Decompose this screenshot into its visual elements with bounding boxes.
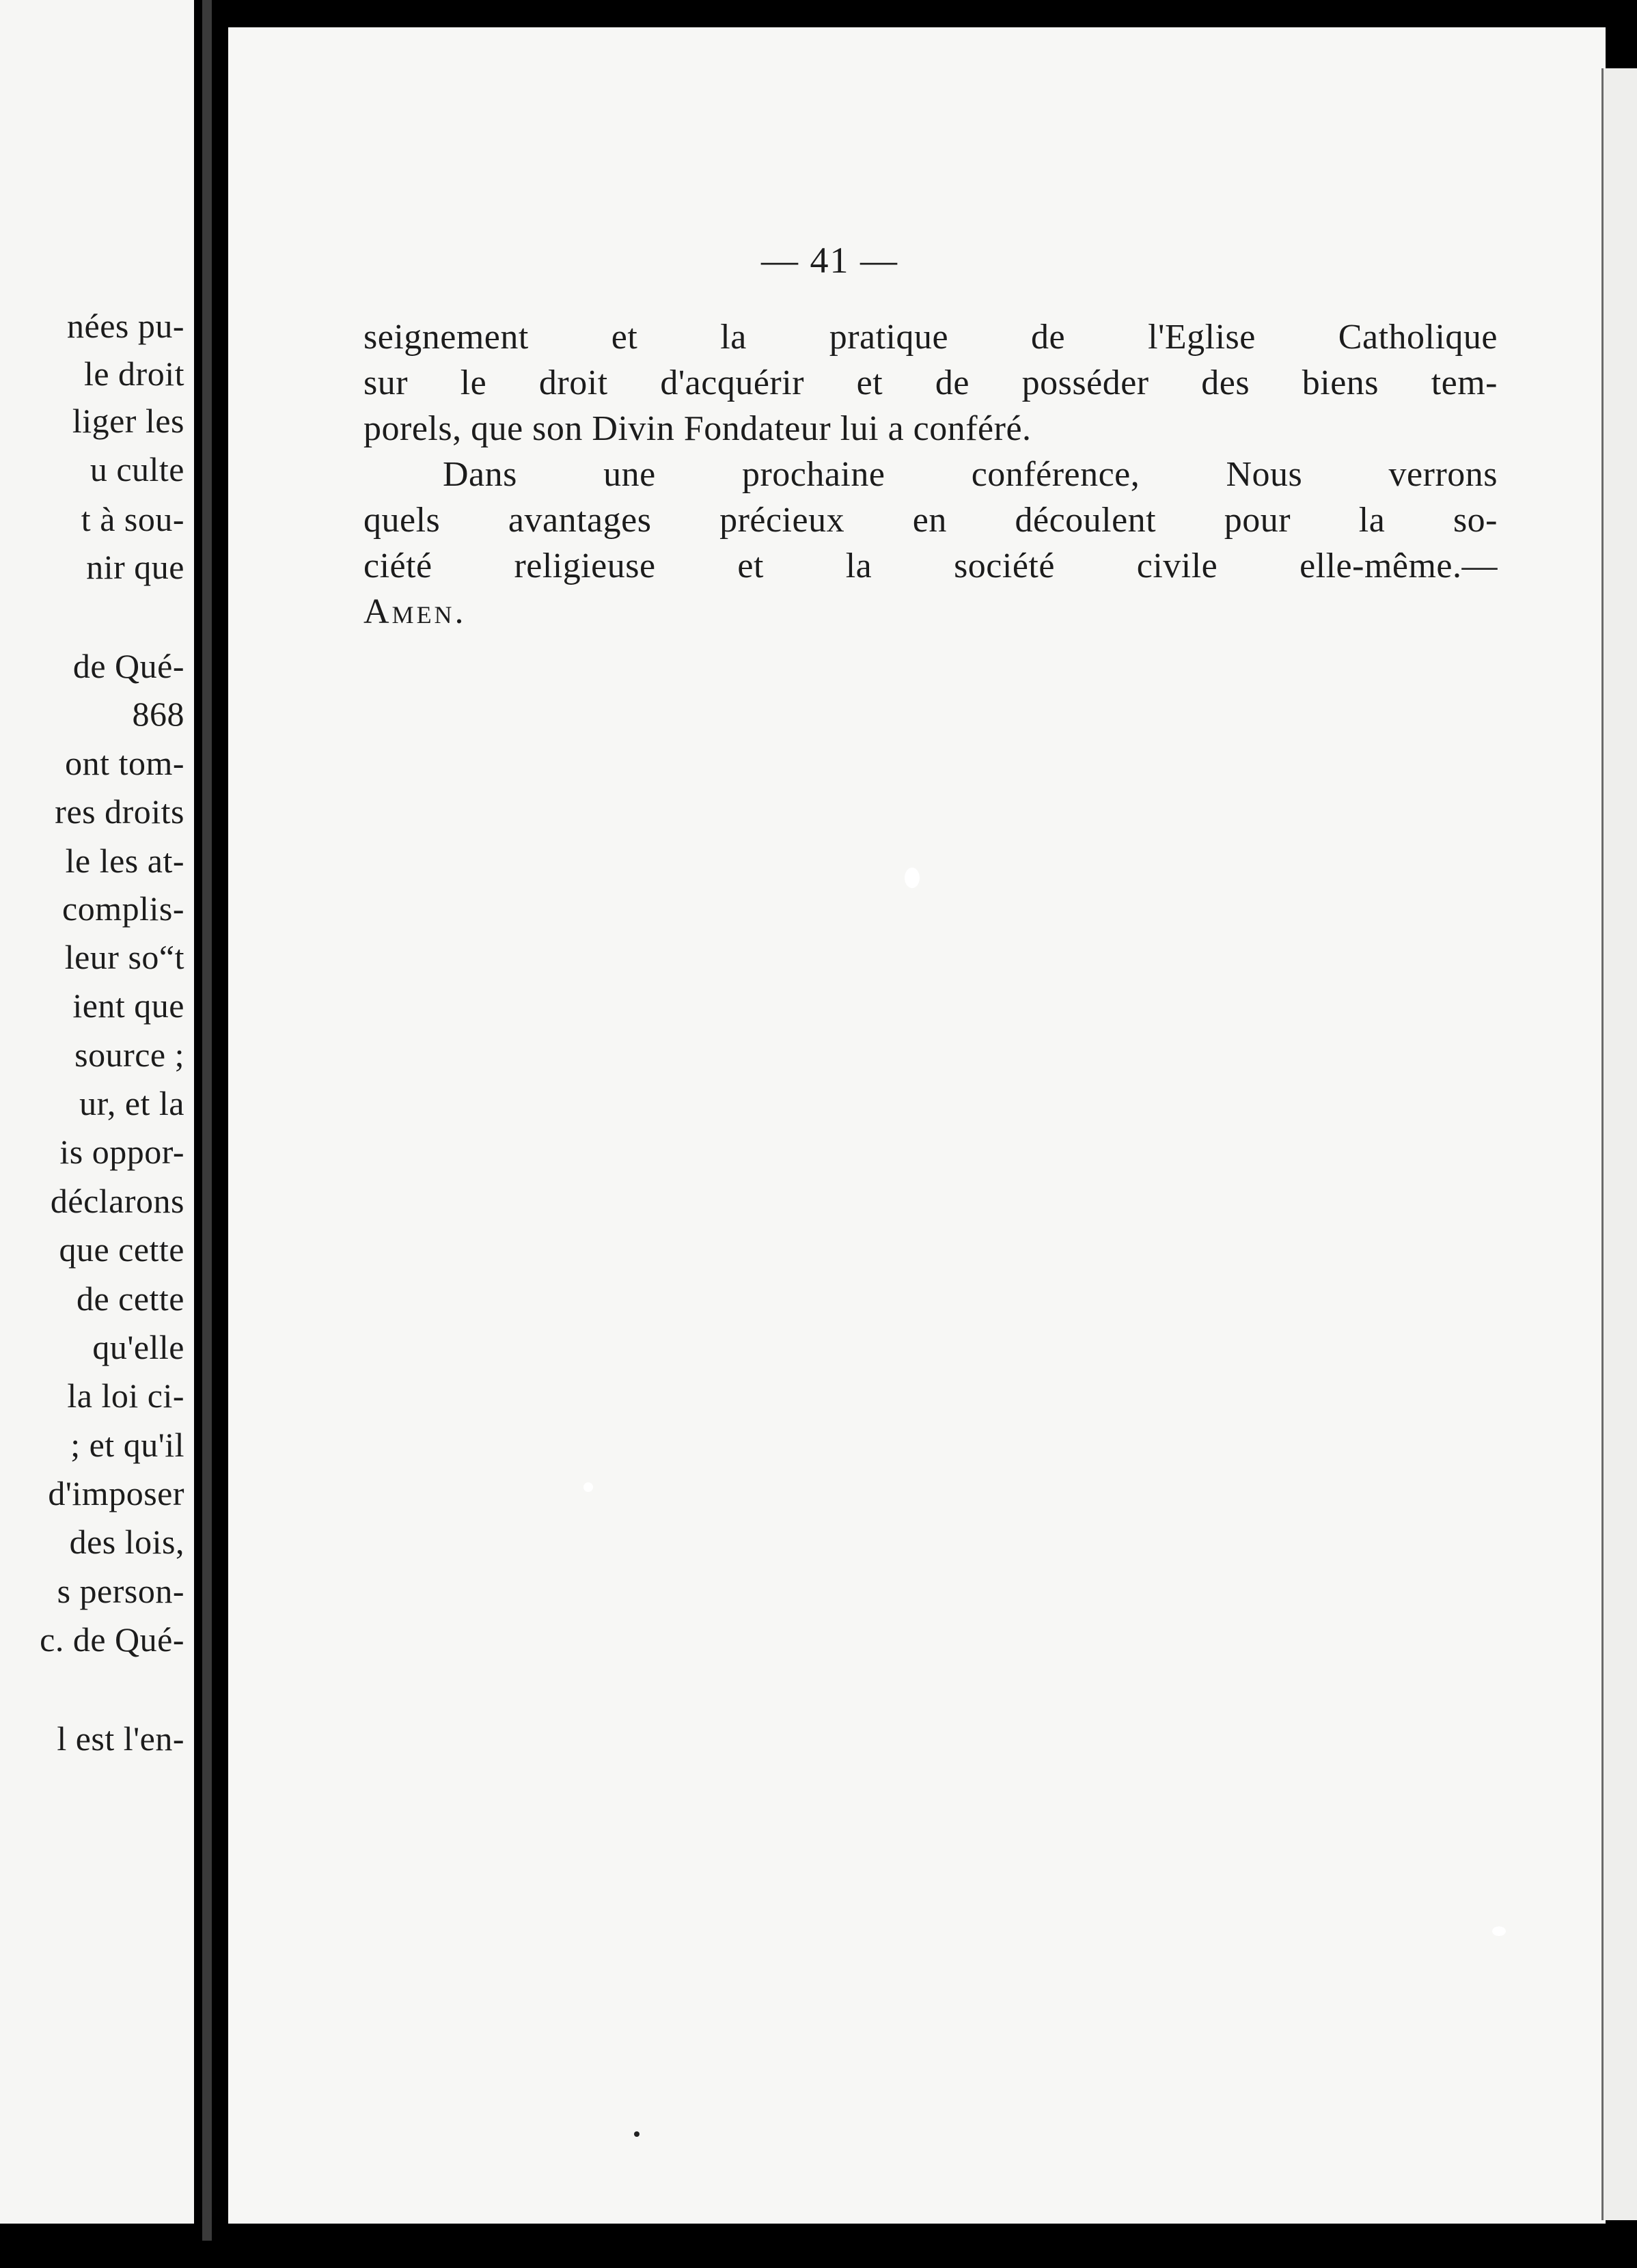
left-page-line: liger les <box>72 402 184 440</box>
left-page-line: le les at- <box>65 842 184 880</box>
page-edge <box>1601 68 1637 2220</box>
left-page-line: complis- <box>62 889 184 928</box>
left-page-line: qu'elle <box>92 1328 184 1366</box>
scan-speck <box>905 868 920 888</box>
text-line: ciété religieuse et la société civile elle-même.— <box>363 547 1498 585</box>
left-page-line: source ; <box>74 1036 184 1074</box>
page-number: — 41 — <box>761 240 898 281</box>
left-page-line: u culte <box>90 450 184 488</box>
left-page-line: is oppor- <box>59 1133 184 1171</box>
left-page-line: ur, et la <box>79 1084 184 1122</box>
left-page-line: que cette <box>59 1230 184 1269</box>
left-page-line: leur so“t <box>64 938 184 976</box>
closing-amen: Amen. <box>363 592 467 631</box>
left-page-line: de cette <box>76 1280 184 1318</box>
left-page-line: ont tom- <box>65 744 184 782</box>
left-page-line: res droits <box>55 792 184 831</box>
gutter-spine-strip <box>202 0 212 2241</box>
body-text <box>363 314 1498 635</box>
left-page-line: s person- <box>57 1572 184 1610</box>
left-page-line: 868 <box>132 695 184 733</box>
scan-speck <box>583 1482 593 1492</box>
text-line: Dans une prochaine conférence, Nous verrons <box>443 455 1498 494</box>
text-line: quels avantages précieux en découlent pour la so- <box>363 501 1498 540</box>
left-page-line: c. de Qué- <box>40 1620 184 1659</box>
text-line: sur le droit d'acquérir et de posséder des biens tem- <box>363 363 1498 402</box>
left-page-line: des lois, <box>69 1523 184 1561</box>
left-page-line: la loi ci- <box>67 1377 184 1415</box>
left-page-line: ; et qu'il <box>70 1426 184 1464</box>
left-page-line: d'imposer <box>48 1474 184 1512</box>
left-page-line: déclarons <box>50 1182 184 1220</box>
left-page-line: le droit <box>83 355 184 393</box>
left-page-line: l est l'en- <box>57 1719 184 1758</box>
main-page <box>228 27 1606 2224</box>
text-line: seignement et la pratique de l'Eglise Catholique <box>363 318 1498 357</box>
scan-speck <box>1492 1926 1506 1936</box>
left-page-line: nir que <box>86 548 184 586</box>
left-page-line: de Qué- <box>72 647 184 685</box>
left-page-line: ient que <box>72 986 184 1025</box>
left-facing-page <box>0 0 194 2224</box>
left-page-line: t à sou- <box>81 500 184 538</box>
text-line: porels, que son Divin Fondateur lui a conféré. <box>363 409 1032 448</box>
scan-speck <box>634 2131 639 2137</box>
left-page-line: nées pu- <box>67 307 184 345</box>
